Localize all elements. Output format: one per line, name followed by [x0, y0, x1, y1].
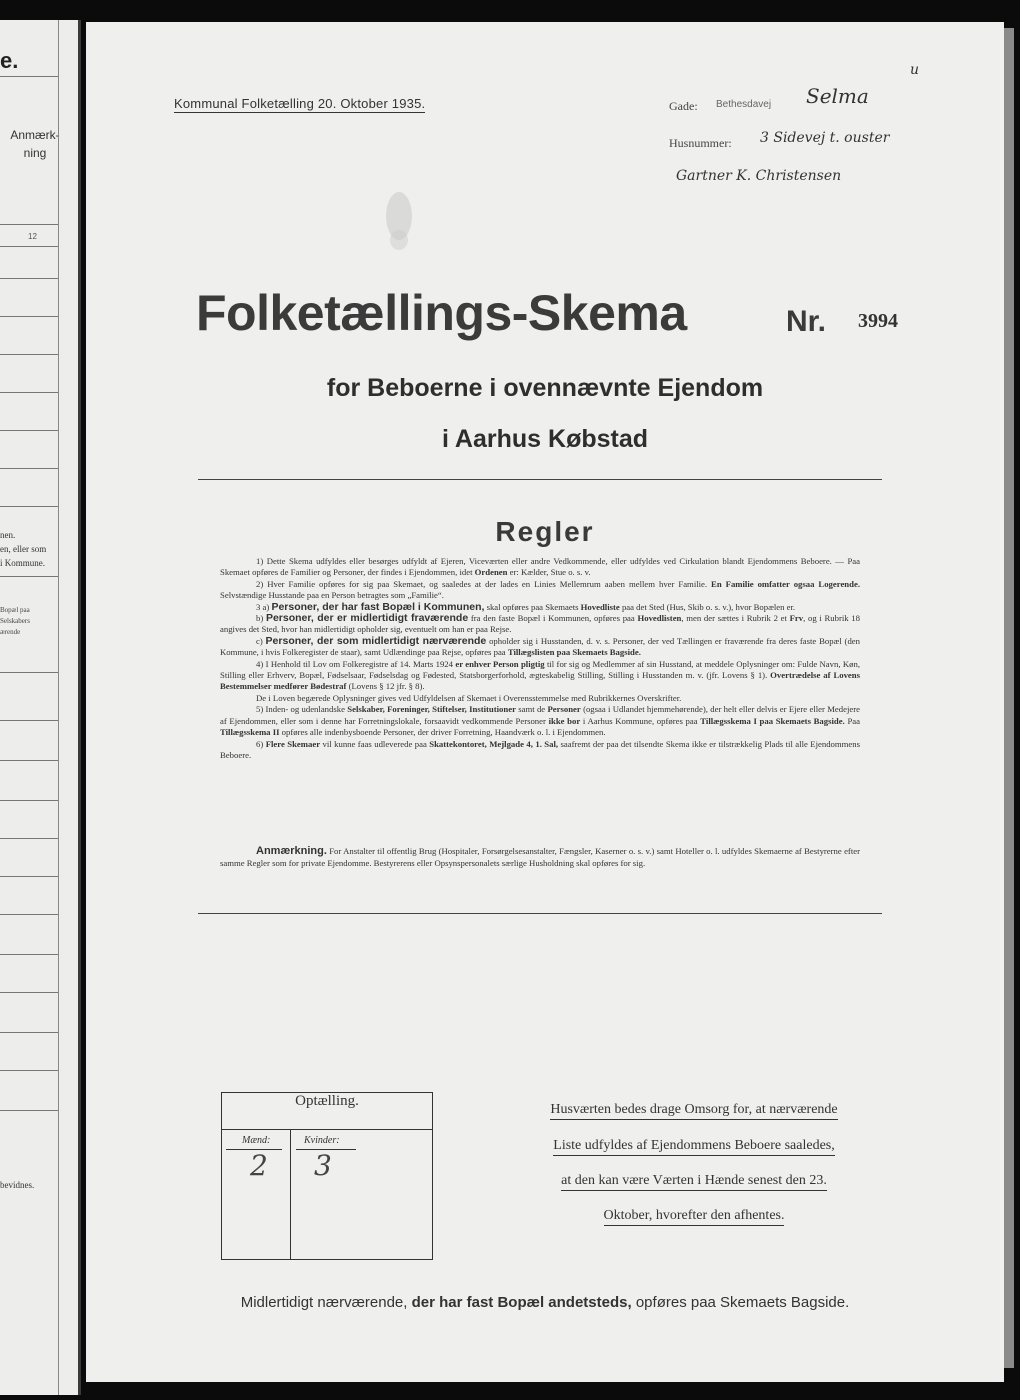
left-page-text-fragment: i Kommune.	[0, 558, 45, 568]
paper-stain	[390, 230, 408, 250]
tally-title: Optælling.	[222, 1093, 432, 1130]
left-page-text-fragment: Bopæl paa	[0, 606, 30, 614]
husnummer-label: Husnummer:	[669, 136, 732, 150]
left-page-rule	[0, 316, 58, 317]
rule-3b: b) Personer, der er midlertidigt fraværende fra den faste Bopæl i Kommunen, opføres paa Hovedlisten, men der sættes i Rubrik 2 et Frv, og i Rubrik 18 angives det Sted, hvor han midlertidigt opholder sig, eventuelt om han er paa Rejse.	[220, 612, 860, 635]
form-title: Folketællings-Skema	[196, 285, 687, 341]
page-edge	[1004, 28, 1014, 1368]
rule-2: 2) Hver Familie opføres for sig paa Skemaet, og saaledes at der lades en Linies Mellemrum aaben mellem hver Familie. En Familie omfatter ogsaa Logerende. Selvstændige Husstande paa en Person betragtes som „Familie“.	[220, 578, 860, 601]
women-label: Kvinder:	[304, 1135, 340, 1146]
divider	[198, 913, 882, 914]
rule-3c: c) Personer, der som midlertidigt nærværende opholder sig i Husstanden, d. v. s. Personer, der ved Tællingen er fraværende fra deres faste Bopæl (den Kommune, i hvis Folkeregister de staar), samt Udlændinge paa Rejse, opføres paa Tillægslisten paa Skemaets Bagside.	[220, 634, 860, 658]
remark-paragraph	[220, 846, 860, 869]
left-page-text-fragment: nen.	[0, 530, 16, 540]
tally-box	[221, 1092, 433, 1260]
instruction-line-1: Husværten bedes drage Omsorg for, at nærværende	[514, 1102, 874, 1118]
gade-handwritten-value: Selma	[806, 84, 869, 108]
left-page-rule	[0, 672, 58, 673]
form-number-label: Nr.	[786, 305, 827, 338]
left-page-rule	[0, 576, 58, 577]
rule-3a: 3 a) Personer, der har fast Bopæl i Kommunen, skal opføres paa Skemaets Hovedliste paa det Sted (Hus, Skib o. s. v.), hvor Bopælen er.	[256, 600, 796, 613]
instruction-line-3: at den kan være Værten i Hænde senest den 23.	[514, 1173, 874, 1189]
left-page-header-fragment: e.	[0, 48, 19, 73]
left-page-rule	[0, 1070, 58, 1071]
left-page-column-number: 12	[28, 232, 37, 241]
divider	[198, 479, 882, 480]
rule-4: 4) I Henhold til Lov om Folkeregistre af 14. Marts 1924 er enhver Person pligtig til for sig og Medlemmer af sin Husstand, at meddele Oplysninger om: Fulde Navn, Køn, Stilling eller Erhverv, Bopæl, Fødselsaar, Fødselsdag og Fødested, Statsborgerforhold, ægteskabelig Stilling, Stilling i Husstanden m. v. (jfr. Lovens § 1). Overtrædelse af Lovens Bestemmelser medfører Bødestraf (Lovens § 12 jfr. § 8).	[220, 658, 860, 692]
men-label: Mænd:	[242, 1135, 271, 1146]
left-page-rule	[0, 720, 58, 721]
left-page-rule	[0, 392, 58, 393]
census-form-page	[86, 22, 1004, 1382]
form-number-value: 3994	[858, 310, 898, 332]
form-subtitle-1: for Beboerne i ovennævnte Ejendom	[326, 374, 764, 402]
left-page-rule	[0, 760, 58, 761]
left-page-rule	[0, 506, 58, 507]
women-count: 3	[314, 1149, 332, 1182]
left-page-rule	[0, 876, 58, 877]
rule-4-note: De i Loven begærede Oplysninger gives ved Udfyldelsen af Skemaet i Overensstemmelse med Rubrikkernes Overskrifter.	[256, 692, 682, 703]
remark-label: Anmærkning.	[256, 845, 327, 857]
gade-typed-value: Bethesdavej	[716, 99, 772, 110]
left-page-rule	[0, 838, 58, 839]
men-count: 2	[250, 1149, 268, 1182]
left-page-rule	[0, 954, 58, 955]
form-subtitle-2: i Aarhus Købstad	[441, 425, 649, 453]
left-page-text-fragment: Selskabers	[0, 617, 30, 625]
left-page-rule	[0, 354, 58, 355]
remark-text: For Anstalter til offentlig Brug (Hospitaler, Forsørgelsesanstalter, Fængsler, Kaserner o. s. v.) samt Hoteller o. l. udfyldes Skemaerne af Bestyrerne efter samme Regler som for private Ejendomme. Bestyrerens eller Opsynspersonalets særlige Husholdning skal opføres for sig.	[220, 846, 860, 868]
tally-divider	[290, 1129, 291, 1259]
left-page-rule	[0, 76, 58, 77]
rule-6: 6) Flere Skemaer vil kunne faas udleverede paa Skattekontoret, Mejlgade 4, 1. Sal, saafremt der paa det tilsendte Skema ikke er tilstrækkelig Plads til alle Ejendommens Beboere.	[220, 738, 860, 760]
instruction-line-2: Liste udfyldes af Ejendommens Beboere saaledes,	[514, 1138, 874, 1154]
left-page-column-line	[58, 20, 59, 1395]
instruction-line-4: Oktober, hvorefter den afhentes.	[514, 1208, 874, 1224]
owner-handwritten-note: Gartner K. Christensen	[676, 168, 842, 184]
gade-label: Gade:	[669, 99, 698, 113]
left-page-rule	[0, 1110, 58, 1111]
left-page-rule	[0, 800, 58, 801]
rule-5: 5) Inden- og udenlandske Selskaber, Foreninger, Stiftelser, Institutioner samt de Personer (ogsaa i Udlandet hjemmehørende), der helt eller delvis er Ejere eller Medejere af Ejendommen, eller som i denne har Forretningslokale, forsaavidt vedkommende Personer ikke bor i Aarhus Kommune, opføres paa Tillægsskema I paa Skemaets Bagside. Paa Tillægsskema II opføres alle indenbysboende Personer, der driver Forretning, Haandværk o. l. i Ejendommen.	[220, 704, 860, 738]
left-page-text-fragment: ærende	[0, 628, 21, 636]
rules-body	[220, 556, 860, 761]
left-page-rule	[0, 246, 58, 247]
left-page-rule	[0, 468, 58, 469]
husnummer-handwritten-value: 3 Sidevej t. ouster	[760, 130, 890, 146]
left-facing-page	[0, 20, 81, 1395]
footer-note: Midlertidigt nærværende, der har fast Bopæl andetsteds, opføres paa Skemaets Bagside.	[240, 1294, 850, 1311]
left-page-rule	[0, 430, 58, 431]
rule-1: 1) Dette Skema udfyldes eller besørges udfyldt af Ejeren, Viceværten eller andre Vedkommende, eller udfyldes ved Cirkulation blandt Ejendommens Beboere. — Paa Skemaet opføres de Familier og Personer, der findes i Ejendommen, idet Ordenen er: Kælder, Stue o. s. v.	[220, 556, 860, 578]
left-page-text-fragment: bevidnes.	[0, 1180, 35, 1190]
left-page-rule	[0, 278, 58, 279]
left-page-rule	[0, 224, 58, 225]
left-page-rule	[0, 914, 58, 915]
rules-heading: Regler	[495, 516, 595, 547]
gade-handwritten-note: u	[910, 62, 920, 78]
census-date-header: Kommunal Folketælling 20. Oktober 1935.	[174, 96, 426, 111]
left-page-column-title: Anmærk- ning	[10, 128, 60, 160]
left-page-rule	[0, 1032, 58, 1033]
left-page-rule	[0, 992, 58, 993]
left-page-text-fragment: en, eller som	[0, 544, 47, 554]
